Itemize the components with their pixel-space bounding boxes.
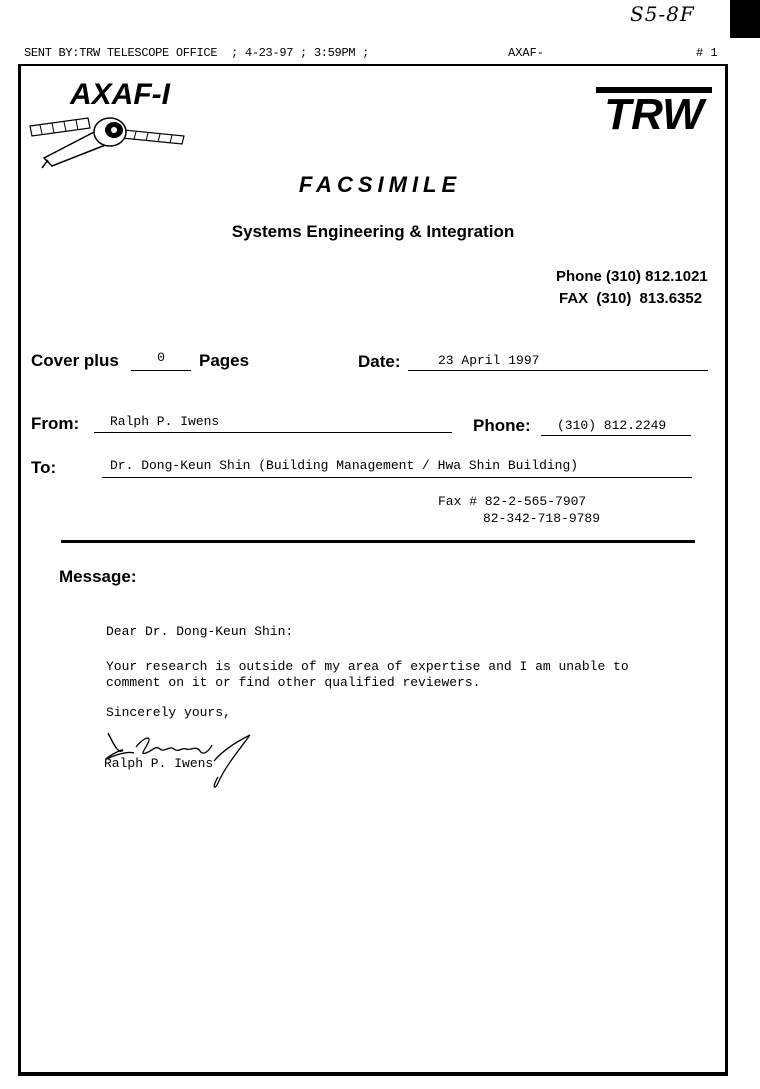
message-label: Message: bbox=[59, 567, 137, 586]
recipient-value: Dr. Dong-Keun Shin (Building Management / Hwa Shin Building) bbox=[102, 458, 692, 478]
message-closing: Sincerely yours, bbox=[106, 705, 231, 720]
satellite-icon bbox=[28, 108, 188, 170]
sender-phone-label: Phone: bbox=[473, 416, 531, 435]
sender-phone-value: (310) 812.2249 bbox=[541, 418, 691, 436]
date-label: Date: bbox=[358, 352, 401, 371]
pages-label: Pages bbox=[199, 351, 250, 370]
axaf-logo: AXAF-I bbox=[70, 78, 170, 111]
section-divider bbox=[61, 540, 695, 543]
from-value: Ralph P. Iwens bbox=[94, 414, 452, 433]
recipient-fax-1: Fax # 82-2-565-7907 bbox=[438, 494, 587, 509]
signer-name: Ralph P. Iwens bbox=[104, 756, 214, 771]
to-label: To: bbox=[31, 458, 57, 477]
transmission-doc-ref: AXAF- bbox=[508, 46, 545, 60]
trw-logo-text: TRW bbox=[604, 90, 704, 131]
department: Systems Engineering & Integration bbox=[231, 222, 515, 241]
message-body: Your research is outside of my area of expertise and I am unable to comment on it or find other qualified reviewers. bbox=[106, 659, 629, 690]
message-salutation: Dear Dr. Dong-Keun Shin: bbox=[106, 624, 294, 639]
recipient-fax-2: 82-342-718-9789 bbox=[483, 511, 601, 526]
cover-pages-value: 0 bbox=[131, 350, 191, 371]
date-value: 23 April 1997 bbox=[408, 353, 708, 371]
from-label: From: bbox=[31, 414, 80, 433]
office-phone: Phone (310) 812.1021 bbox=[556, 268, 708, 285]
corner-mark bbox=[730, 0, 760, 38]
trw-logo bbox=[592, 83, 716, 131]
cover-label: Cover plus bbox=[31, 351, 119, 370]
transmission-header: SENT BY:TRW TELESCOPE OFFICE ; 4-23-97 ; 3:59PM ; bbox=[24, 46, 370, 60]
transmission-page-number: # 1 bbox=[696, 46, 718, 60]
office-fax: FAX (310) 813.6352 bbox=[559, 290, 703, 307]
document-title: FACSIMILE bbox=[298, 172, 462, 197]
handwritten-note: S5-8F bbox=[630, 2, 695, 26]
